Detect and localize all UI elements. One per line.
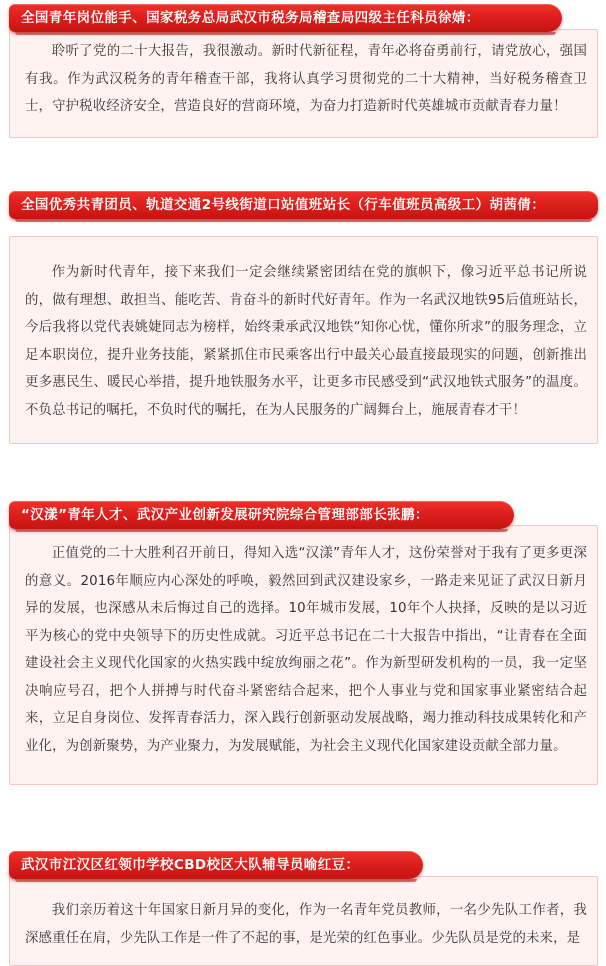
statement-banner-2: 全国优秀共青团员、轨道交通2号线街道口站值班站长（行车值班员高级工）胡茜倩： — [9, 191, 598, 219]
statement-body-2: 作为新时代青年，接下来我们一定会继续紧密团结在党的旗帜下，像习近平总书记所说的，做有理想、敢担当、能吃苦、肯奋斗的新时代好青年。作为一名武汉地铁95后值班站长，今后我将以党代表姚婕同志为榜样，始终秉承武汉地铁“知你心忧，懂你所求”的服务理念，立足本职岗位，提升业务技能，紧紧抓住市民乘客出行中最关心最直接最现实的问题，创新推出更多惠民生、暖民心举措，提升地铁服务水平，让更多市民感受到“武汉地铁式服务”的温度。不负总书记的嘱托，不负时代的嘱托，在为人民服务的广阔舞台上，施展青春才干！ — [25, 265, 587, 418]
statement-banner-4: 武汉市江汉区红领巾学校CBD校区大队辅导员喻红豆： — [9, 851, 423, 879]
statement-card-4 — [9, 876, 598, 966]
statement-body-4: 我们亲历着这十年国家日新月异的变化，作为一名青年党员教师，一名少先队工作者，我深感重任在肩，少先队工作是一件了不起的事，是光荣的红色事业。少先队员是党的未来，是 — [25, 903, 587, 946]
statement-card-1 — [9, 29, 598, 138]
statement-banner-1: 全国青年岗位能手、国家税务总局武汉市税务局稽查局四级主任科员徐婧： — [9, 4, 562, 32]
statement-banner-3: “汉漾”青年人才、武汉产业创新发展研究院综合管理部部长张鹏： — [9, 501, 514, 529]
statement-card-3 — [9, 525, 598, 785]
statement-card-2 — [9, 236, 598, 444]
statement-body-1: 聆听了党的二十大报告，我很激动。新时代新征程，青年必将奋勇前行，请党放心，强国有我。作为武汉税务的青年稽查干部，我将认真学习贯彻党的二十大精神，当好税务稽查卫士，守护税收经济安全，营造良好的营商环境，为奋力打造新时代英雄城市贡献青春力量！ — [25, 44, 587, 114]
statement-body-3: 正值党的二十大胜利召开前日，得知入选“汉漾”青年人才，这份荣誉对于我有了更多更深的意义。2016年顺应内心深处的呼唤，毅然回到武汉建设家乡，一路走来见证了武汉日新月异的发展，也深感从未后悔过自己的选择。10年城市发展，10年个人抉择，反映的是以习近平为核心的党中央领导下的历史性成就。习近平总书记在二十大报告中指出，“让青春在全面建设社会主义现代化国家的火热实践中绽放绚丽之花”。作为新型研发机构的一员，我一定坚决响应号召，把个人拼搏与时代奋斗紧密结合起来，把个人事业与党和国家事业紧密结合起来，立足自身岗位、发挥青春活力，深入践行创新驱动发展战略，竭力推动科技成果转化和产业化，为创新聚势，为产业聚力，为发展赋能，为社会主义现代化国家建设贡献全部力量。 — [25, 546, 587, 754]
